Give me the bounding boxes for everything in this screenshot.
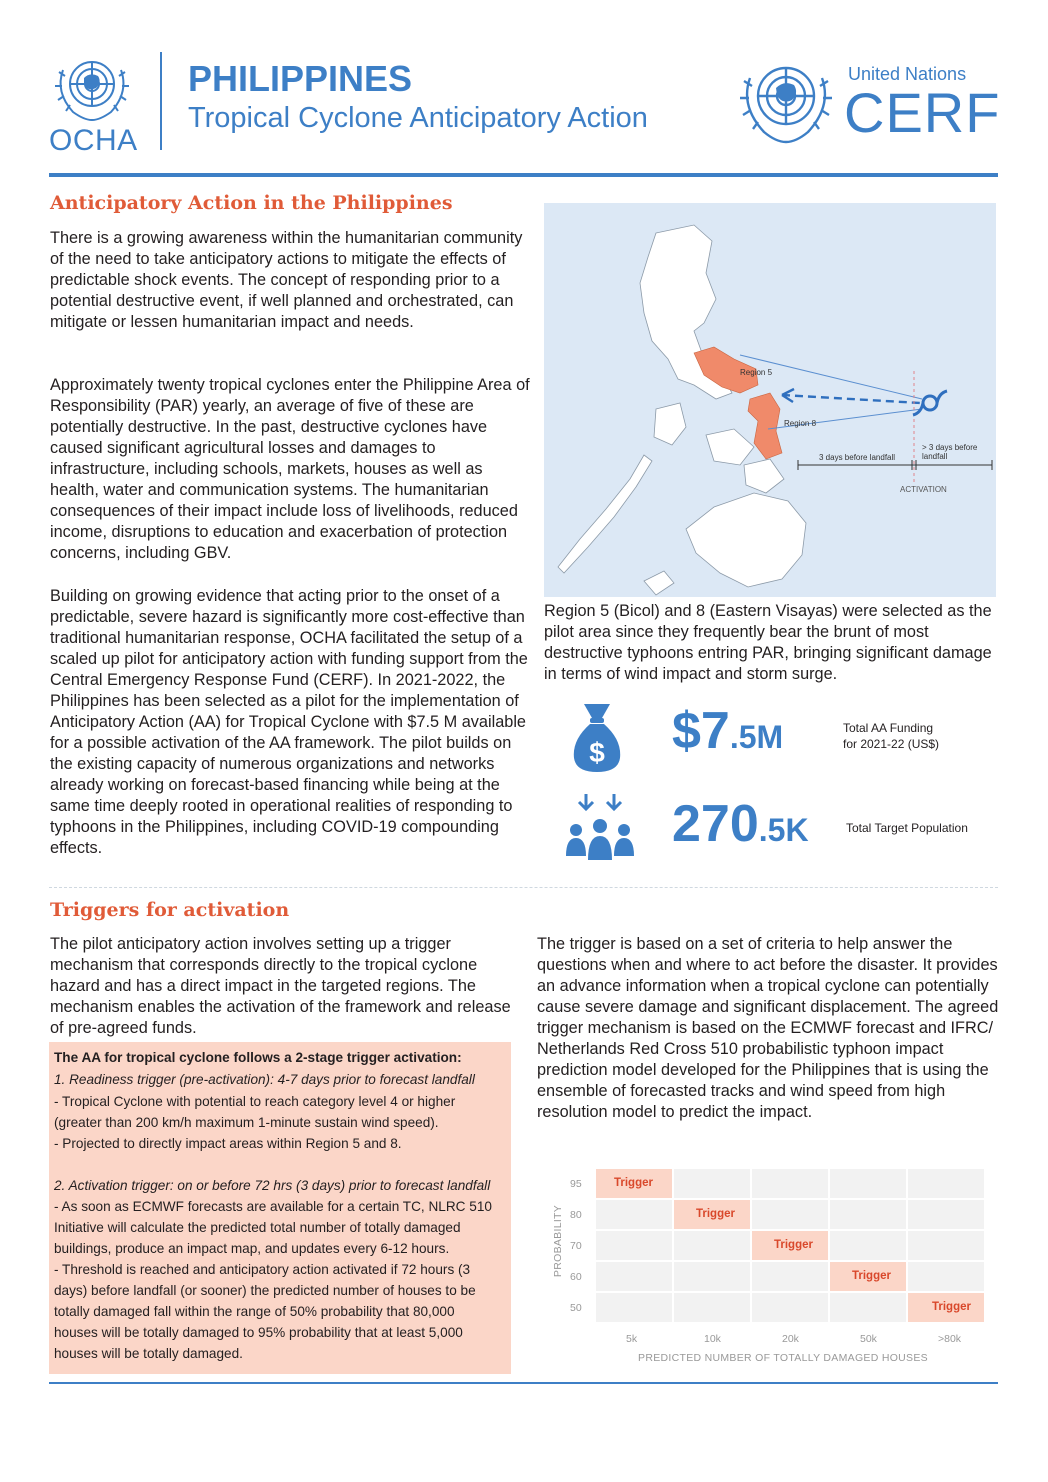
trigger-cell-label: Trigger: [774, 1239, 813, 1251]
matrix-cell: [908, 1169, 984, 1198]
y-tick-label: 60: [570, 1271, 582, 1283]
y-tick-label: 80: [570, 1209, 582, 1221]
ocha-un-emblem-icon: [51, 52, 133, 124]
x-tick-label: 50k: [860, 1333, 877, 1345]
trigger-cell-label: Trigger: [614, 1177, 653, 1189]
trigger-box-line: totally damaged fall within the range of 50% probability that 80,000: [54, 1304, 455, 1319]
matrix-cell: [596, 1200, 672, 1229]
matrix-cell: [752, 1200, 828, 1229]
trigger-box-readiness-title: 1. Readiness trigger (pre-activation): 4-7 days prior to forecast landfall: [54, 1072, 475, 1087]
map-caption: Region 5 (Bicol) and 8 (Eastern Visayas) were selected as the pilot area since they frequently bear the brunt of most destructive typhoons entring PAR, bringing significant damage in terms of wind impact and storm surge.: [544, 602, 992, 683]
map-label-more-than-3-days-line2: landfall: [922, 452, 948, 461]
trigger-box-line: buildings, produce an impact map, and updates every 6-12 hours.: [54, 1241, 450, 1256]
trigger-box-line: - As soon as ECMWF forecasts are available for a certain TC, NLRC 510: [54, 1199, 492, 1214]
matrix-cell: [674, 1169, 750, 1198]
trigger-box-line: - Tropical Cyclone with potential to reach category level 4 or higher: [54, 1094, 456, 1109]
trigger-matrix-chart: [540, 1165, 1000, 1370]
matrix-cell: [908, 1231, 984, 1260]
people-icon: [566, 790, 634, 864]
trigger-box-line: (greater than 200 km/h maximum 1-minute sustain wind speed).: [54, 1115, 439, 1130]
funding-label-line2: for 2021-22 (US$): [843, 737, 940, 751]
cerf-un-emblem-icon: [736, 56, 836, 146]
map-label-3-days-before: 3 days before landfall: [819, 453, 896, 462]
x-tick-label: 5k: [626, 1333, 638, 1345]
trigger-box-line: houses will be totally damaged.: [54, 1346, 243, 1361]
map-label-region-5: Region 5: [740, 368, 773, 377]
philippines-map: [544, 203, 996, 597]
trigger-box-heading: The AA for tropical cyclone follows a 2-stage trigger activation:: [54, 1050, 462, 1065]
matrix-cell: [830, 1293, 906, 1322]
funding-stat-minor: .5M: [729, 719, 784, 755]
matrix-cell: [830, 1231, 906, 1260]
trigger-cell-label: Trigger: [852, 1270, 891, 1282]
ocha-logo-text: OCHA: [49, 124, 138, 157]
matrix-cell: [908, 1200, 984, 1229]
funding-label-line1: Total AA Funding: [843, 721, 934, 735]
population-stat-minor: .5K: [758, 812, 809, 848]
population-stat: [672, 794, 809, 854]
population-stat-major: 270: [672, 795, 759, 853]
header-divider: [160, 52, 162, 150]
map-graphic: [544, 203, 996, 597]
x-tick-label: 10k: [704, 1333, 721, 1345]
triggers-left-paragraph: The pilot anticipatory action involves setting up a trigger mechanism that corresponds directly to the tropical cyclone hazard and has a direct impact in the targeted regions. The mechanism enables the activation of the framework and release of pre-agreed funds.: [50, 935, 511, 1037]
funding-stat-major: $7: [672, 702, 730, 760]
matrix-cell: [596, 1231, 672, 1260]
section-heading-triggers: Triggers for activation: [50, 899, 290, 921]
matrix-cell: [752, 1293, 828, 1322]
trigger-box-activation-title: 2. Activation trigger: on or before 72 hrs (3 days) prior to forecast landfall: [54, 1178, 491, 1193]
trigger-box-line: days) before landfall (or sooner) the predicted number of houses to be: [54, 1283, 476, 1298]
section-separator: [49, 887, 998, 888]
intro-paragraph-3: Building on growing evidence that acting prior to the onset of a predictable, severe hazard is significantly more cost-effective than traditional humanitarian response, OCHA facilitated the setup of a scaled up pilot for anticipatory action with funding support from the Central Emergency Response Fund (CERF). In 2021-2022, the Philippines has been selected as a pilot for the implementation of Anticipatory Action (AA) for Tropical Cyclone with $7.5 M available for a possible activation of the AA framework. The pilot builds on the existing capacity of numerous organizations and networks already working on forecast-based financing while being at the same time deeply rooted in operational realities of responding to typhoons in the Philippines, including COVID-19 compounding effects.: [50, 587, 528, 857]
funding-stat: [672, 701, 783, 761]
matrix-cell: [674, 1262, 750, 1291]
map-label-activation: ACTIVATION: [900, 485, 947, 494]
matrix-cell: [674, 1293, 750, 1322]
section-heading-anticipatory-action: Anticipatory Action in the Philippines: [50, 192, 453, 214]
matrix-cell: [596, 1262, 672, 1291]
y-tick-label: 50: [570, 1302, 582, 1314]
trigger-box-line: - Threshold is reached and anticipatory action activated if 72 hours (3: [54, 1262, 471, 1277]
x-tick-label: >80k: [938, 1333, 962, 1345]
footer-rule: [49, 1382, 998, 1384]
matrix-cell: [908, 1262, 984, 1291]
map-label-more-than-3-days: [922, 443, 977, 461]
y-tick-label: 95: [570, 1178, 582, 1190]
cerf-logo-text: CERF: [844, 81, 1001, 144]
x-tick-label: 20k: [782, 1333, 799, 1345]
matrix-cell: [830, 1169, 906, 1198]
x-axis-title: PREDICTED NUMBER OF TOTALLY DAMAGED HOUSES: [638, 1352, 928, 1364]
matrix-cell: [596, 1293, 672, 1322]
svg-text:$: $: [589, 737, 605, 768]
map-label-region-8: Region 8: [784, 419, 817, 428]
matrix-cell: [752, 1262, 828, 1291]
trigger-cell-label: Trigger: [696, 1208, 735, 1220]
matrix-cell: [752, 1169, 828, 1198]
page-subtitle: Tropical Cyclone Anticipatory Action: [188, 102, 648, 134]
y-tick-label: 70: [570, 1240, 582, 1252]
trigger-box-line: houses will be totally damaged to 95% probability that at least 5,000: [54, 1325, 463, 1340]
population-label: Total Target Population: [846, 821, 968, 835]
y-axis-title: PROBABILITY: [552, 1204, 564, 1278]
matrix-cell: [830, 1200, 906, 1229]
triggers-right-paragraph: The trigger is based on a set of criteria to help answer the questions when and where to act before the disaster. It provides an advance information when a tropical cyclone can potentially cause severe damage and significant displacement. The agreed trigger mechanism is based on the ECMWF forecast and IFRC/ Netherlands Red Cross 510 probabilistic typhoon impact prediction model developed for the Philippines that is using the ensemble of forecasted tracks and wind speed from high resolution model to predict the impact.: [537, 935, 999, 1121]
trigger-box-line: Initiative will calculate the predicted total number of totally damaged: [54, 1220, 461, 1235]
trigger-activation-box: [49, 1042, 511, 1374]
trigger-box-line: - Projected to directly impact areas within Region 5 and 8.: [54, 1136, 402, 1151]
intro-paragraph-2: Approximately twenty tropical cyclones enter the Philippine Area of Responsibility (PAR) yearly, an average of five of these are potentially destructive. In the past, destructive cyclones have caused significant agricultural losses and damages to infrastructure, including schools, markets, houses as well as health, water and communication systems. The humanitarian consequences of their impact include loss of livelihoods, reduced income, disruptions to education and exacerbation of protection concerns, including GBV.: [50, 376, 530, 562]
cerf-united-nations-label: United Nations: [848, 64, 967, 84]
intro-paragraph-1: There is a growing awareness within the humanitarian community of the need to take anticipatory actions to mitigate the effects of predictable shock events. The concept of responding prior to a potential destructive event, if well planned and orchestrated, can mitigate or lessen humanitarian impact and needs.: [50, 229, 523, 331]
funding-label: [843, 720, 939, 752]
trigger-cell-label: Trigger: [932, 1301, 971, 1313]
matrix-cell: [674, 1231, 750, 1260]
header-rule: [49, 173, 998, 177]
money-bag-icon: [570, 700, 624, 774]
page-title: PHILIPPINES: [188, 58, 413, 99]
map-label-more-than-3-days-line1: > 3 days before: [922, 443, 978, 452]
